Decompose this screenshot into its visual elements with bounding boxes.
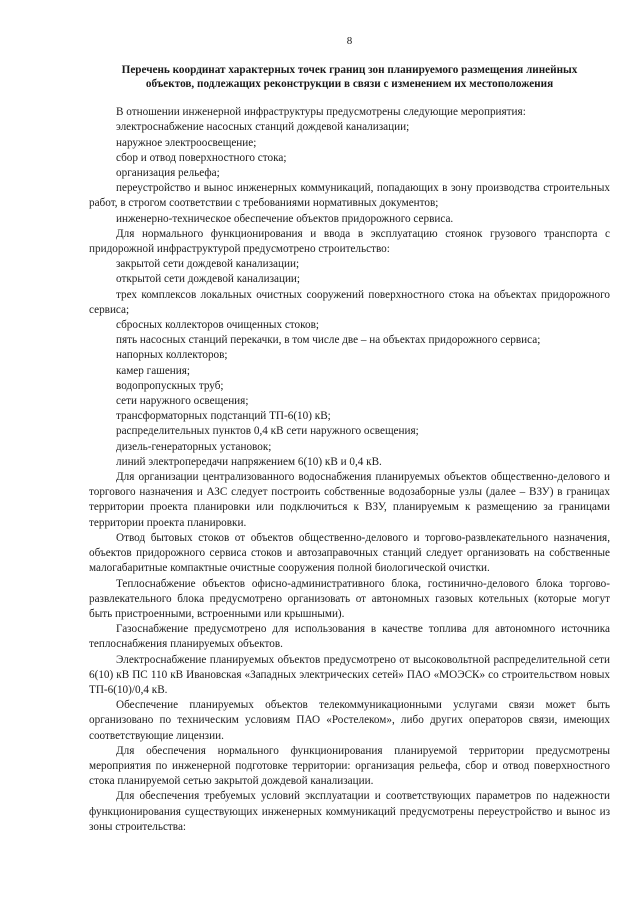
- section-heading: [89, 63, 610, 91]
- list-item: напорных коллекторов;: [116, 349, 228, 362]
- list-item: электроснабжение насосных станций дождевой канализации;: [116, 121, 410, 134]
- list-item: трансформаторных подстанций ТП-6(10) кВ;: [116, 410, 331, 423]
- section-heading-line-2: объектов, подлежащих реконструкции в связи с изменением их местоположения: [145, 78, 554, 91]
- list-item: переустройство и вынос инженерных коммуникаций, попадающих в зону производства строительных работ, в строгом соответствии с требованиями нормативных документов;: [89, 182, 610, 210]
- paragraph: Электроснабжение планируемых объектов предусмотрено от высоковольтной распределительной сети 6(10) кВ ПС 110 кВ Ивановская «Западных электрических сетей» ПАО «МОЭСК» со строительством новых ТП-6(10)/0,4 кВ.: [89, 653, 610, 696]
- list-item: трех комплексов локальных очистных сооружений поверхностного стока на объектах придорожного сервиса;: [89, 288, 610, 316]
- paragraph: Для нормального функционирования и ввода в эксплуатацию стоянок грузового транспорта с придорожной инфраструктурой предусмотрено строительство:: [89, 227, 610, 256]
- list-item: закрытой сети дождевой канализации;: [116, 258, 300, 271]
- list-item: сбросных коллекторов очищенных стоков;: [116, 319, 319, 332]
- paragraph: Отвод бытовых стоков от объектов общественно-делового и торгово-развлекательного назначения, объектов придорожного сервиса стоков и автозаправочных станций следует организовать на собственные малогабаритные компактные очистные сооружения полной биологической очистки.: [89, 531, 610, 575]
- list-item: распределительных пунктов 0,4 кВ сети наружного освещения;: [116, 425, 419, 438]
- list-item: дизель-генераторных установок;: [116, 440, 272, 453]
- paragraph: Теплоснабжение объектов офисно-административного блока, гостинично-делового блока торгово-развлекательного блока предусмотрено организовать от автономных газовых котельных (которые могут быть пристроенными, встроенными или крышными).: [89, 577, 610, 620]
- list-item: сбор и отвод поверхностного стока;: [116, 151, 287, 164]
- list-item: линий электропередачи напряжением 6(10) кВ и 0,4 кВ.: [116, 455, 382, 468]
- list-item: инженерно-техническое обеспечение объектов придорожного сервиса.: [116, 212, 454, 225]
- paragraph: Для обеспечения требуемых условий эксплуатации и соответствующих параметров по надежности функционирования существующих инженерных коммуникаций предусмотрены переустройство и вынос из зоны строительства:: [89, 790, 610, 833]
- list-item: пять насосных станций перекачки, в том числе две – на объектах придорожного сервиса;: [116, 334, 541, 347]
- list-item: наружное электроосвещение;: [116, 136, 257, 149]
- list-item: камер гашения;: [116, 364, 191, 377]
- paragraph: Для организации централизованного водоснабжения планируемых объектов общественно-делового и торгового назначения и АЗС следует построить собственные водозаборные узлы (далее – ВЗУ) в границах территории проекта планировки или подключиться к ВЗУ, планируемым к размещению за границами территории проекта планировки.: [89, 471, 610, 529]
- page-number: 8: [346, 35, 353, 47]
- list-item: организация рельефа;: [116, 167, 220, 180]
- list-item: сети наружного освещения;: [116, 395, 249, 408]
- list-item: открытой сети дождевой канализации;: [116, 273, 301, 286]
- paragraph: Газоснабжение предусмотрено для использования в качестве топлива для автономного источника теплоснабжения планируемых объектов.: [89, 623, 610, 651]
- paragraph: Для обеспечения нормального функционирования планируемой территории предусмотрены мероприятия по инженерной подготовке территории: организация рельефа, сбор и отвод поверхностного стока планируемой сетью закрытой дождевой канализации.: [89, 744, 610, 788]
- list-item: водопропускных труб;: [116, 379, 224, 392]
- document-body: [89, 105, 610, 835]
- section-heading-line-1: Перечень координат характерных точек границ зон планируемого размещения линейных: [121, 64, 578, 77]
- paragraph: Обеспечение планируемых объектов телекоммуникационными услугами связи может быть организовано по техническим условиям ПАО «Ростелеком», либо других операторов связи, имеющих соответствующие лицензии.: [89, 699, 610, 742]
- paragraph: В отношении инженерной инфраструктуры предусмотрены следующие мероприятия:: [116, 106, 526, 119]
